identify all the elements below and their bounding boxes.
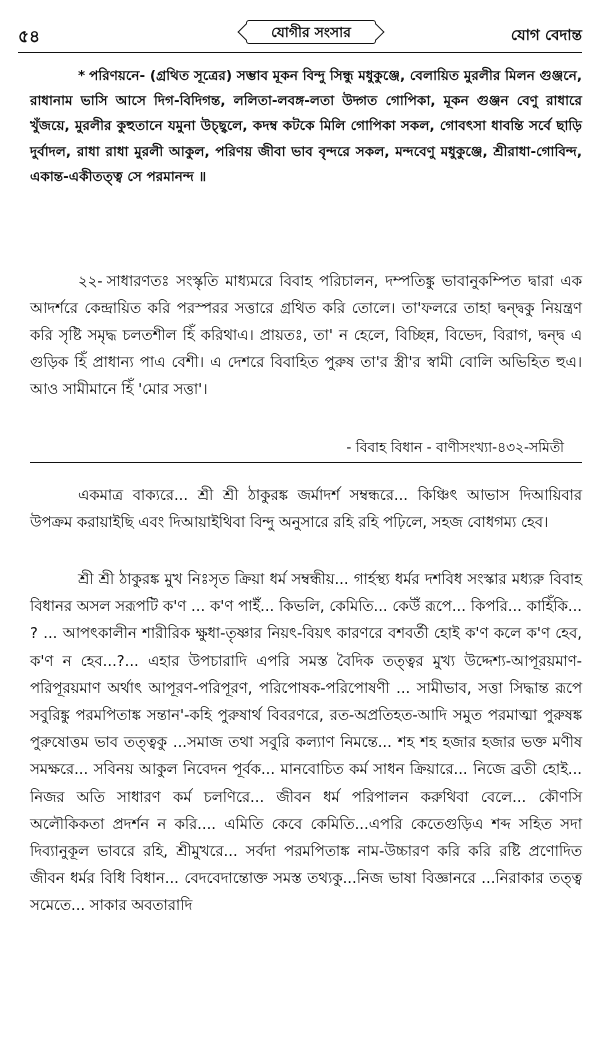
header-rule [18, 52, 582, 53]
footnote-marker: * [78, 68, 86, 84]
chapter-title: যোগ বেদান্ত [510, 26, 582, 44]
paragraph-2-text: একমাত্র বাক্যরে... শ্রী শ্রী ঠাকুরঙ্ক জর্মাদর্শ সম্বন্ধরে... কিঞ্চিৎ আভাস দিআয়িবার উপক্রম করায়াইছি এবং দিআয়াইথিবা বিন্দু অনুসারে রহি রহি পঢ়িলে, সহজ বোধগম্য হেব। [30, 487, 582, 531]
quote-source: - বিবাহ বিধান - বাণীসংখ্যা-৪৩২-সমিতী [346, 440, 564, 456]
paragraph-2 [30, 482, 582, 536]
quote-rule [30, 462, 582, 463]
paragraph-3 [30, 566, 582, 920]
running-header [18, 20, 582, 48]
footnote-block [30, 64, 582, 190]
book-title-box: যোগীর সংসার [246, 20, 376, 44]
quote-text: সাধারণতঃ সংস্কৃতি মাধ্যমরে বিবাহ পরিচালন, দম্পতিঙ্কু ভাবানুকম্পিত দ্বারা এক আদর্শরে কেন্দ্রায়িত করি পরস্পরর সত্তারে গ্রথিত করি তোলে। তা'ফলরে তাহা দ্বন্দ্বকু নিয়ন্ত্রণ করি সৃষ্টি সমৃদ্ধ চলতশীল হিঁ করিথাএ। প্রায়তঃ, তা' ন হেলে, বিচ্ছিন্ন, বিভেদ, বিরাগ, দ্বন্দ্ব এ গুড়িক হিঁ প্রাধান্য পাএ বেশী। এ দেশরে বিবাহিত পুরুষ তা'র স্ত্রী'র স্বামী বোলি অভিহিত হুএ। আও সামীমানে হিঁ 'মোর সত্তা'। [30, 273, 582, 398]
quote-number: ২২- [78, 273, 103, 290]
quote-block [30, 268, 582, 403]
page-number: ৫৪ [18, 27, 41, 47]
paragraph-3-text: শ্রী শ্রী ঠাকুরঙ্ক মুখ নিঃসৃত ক্রিয়া ধর্ম সম্বন্ধীয়... গার্হস্থ্য ধর্মর দশবিধ সংস্কার মধ্যরু বিবাহ বিধানর অসল সরূপটি ক'ণ ... ক'ণ পাইঁ... কিভলি, কেমিতি... কেউঁ রূপে... কিপরি... কাহিঁকি... ? ... আপৎকালীন শারীরিক ক্ষুধা-তৃষ্ণার নিয়ৎ-বিয়ৎ কারণরে বশবর্তী হোই ক'ণ কলে ক'ণ হেব, ক'ণ ন হেব...?... এহার উপচারাদি এপরি সমস্ত বৈদিক তত্ত্বর মুখ্য উদ্দেশ্য-আপূরয়মাণ-পরিপূরয়মাণ অর্থাৎ আপূরণ-পরিপূরণ, পরিপোষক-পরিপোষণী ... সামীভাব, সত্তা সিদ্ধান্ত রূপে সবুরিঙ্কু পরমপিতাঙ্ক সন্তান'-কহি পুরুষার্থ বিবরণরে, রত-অপ্রতিহত-আদি সমুত পরমাত্মা পুরুষঙ্ক পুরুষোত্তম ভাব তত্ত্বকু ...সমাজ তথা সবুরি কল্যাণ নিমন্তে... শহ শহ হজার হজার ভক্ত মণীষ সমক্ষরে... সবিনয় আকুল নিবেদন পূর্বক... মানবোচিত কর্ম সাধন ক্রিয়ারে... নিজে ব্রতী হোই... নিজর অতি সাধারণ কর্ম চলণিরে... জীবন ধর্ম পরিপালন করুথিবা বেলে... কৌণসি অলৌকিকতা প্রদর্শন ন করি.... এমিতি কেবে কেমিতি...এপরি কেতেগুড়িএ শব্দ সহিত সদা দিব্যানুকূল ভাবরে রহি, শ্রীমুখরে... সর্বদা পরমপিতাঙ্ক নাম-উচ্চারণ করি করি রষ্টি প্রণোদিত জীবন ধর্মর বিধি বিধান... বেদবেদান্তোক্ত সমস্ত তথ্যকু...নিজ ভাষা বিজ্ঞানরে ...নিরাকার তত্ত্ব সমেতে... সাকার অবতারাদি [30, 571, 582, 915]
footnote-text: পরিণয়নে- (গ্রথিত সূত্রের) সম্ভাব মূকন বিন্দু সিন্ধু মধুকুঞ্জে, বেলায়িত মুরলীর মিলন গুঞ্জনে, রাধানাম ভাসি আসে দিগ-বিদিগন্ত, ললিতা-লবঙ্গ-লতা উদ্গত গোপিকা, মূকন গুঞ্জন বেণু রাধারে খুঁজয়ে, মুরলীর কুহুতানে যমুনা উচ্ছ্বলে, কদম্ব কটকে মিলি গোপিকা সকল, গোবৎসা ধাবন্তি সর্বে ছাড়ি দুর্বাদল, রাধা রাধা মুরলী আকুল, পরিণয় জীবা ভাব বৃন্দরে সকল, মন্দবেণু মধুকুঞ্জে, শ্রীরাধা-গোবিন্দ, একান্ত-একীতত্ত্ব সে পরমানন্দ ॥ [30, 68, 582, 185]
